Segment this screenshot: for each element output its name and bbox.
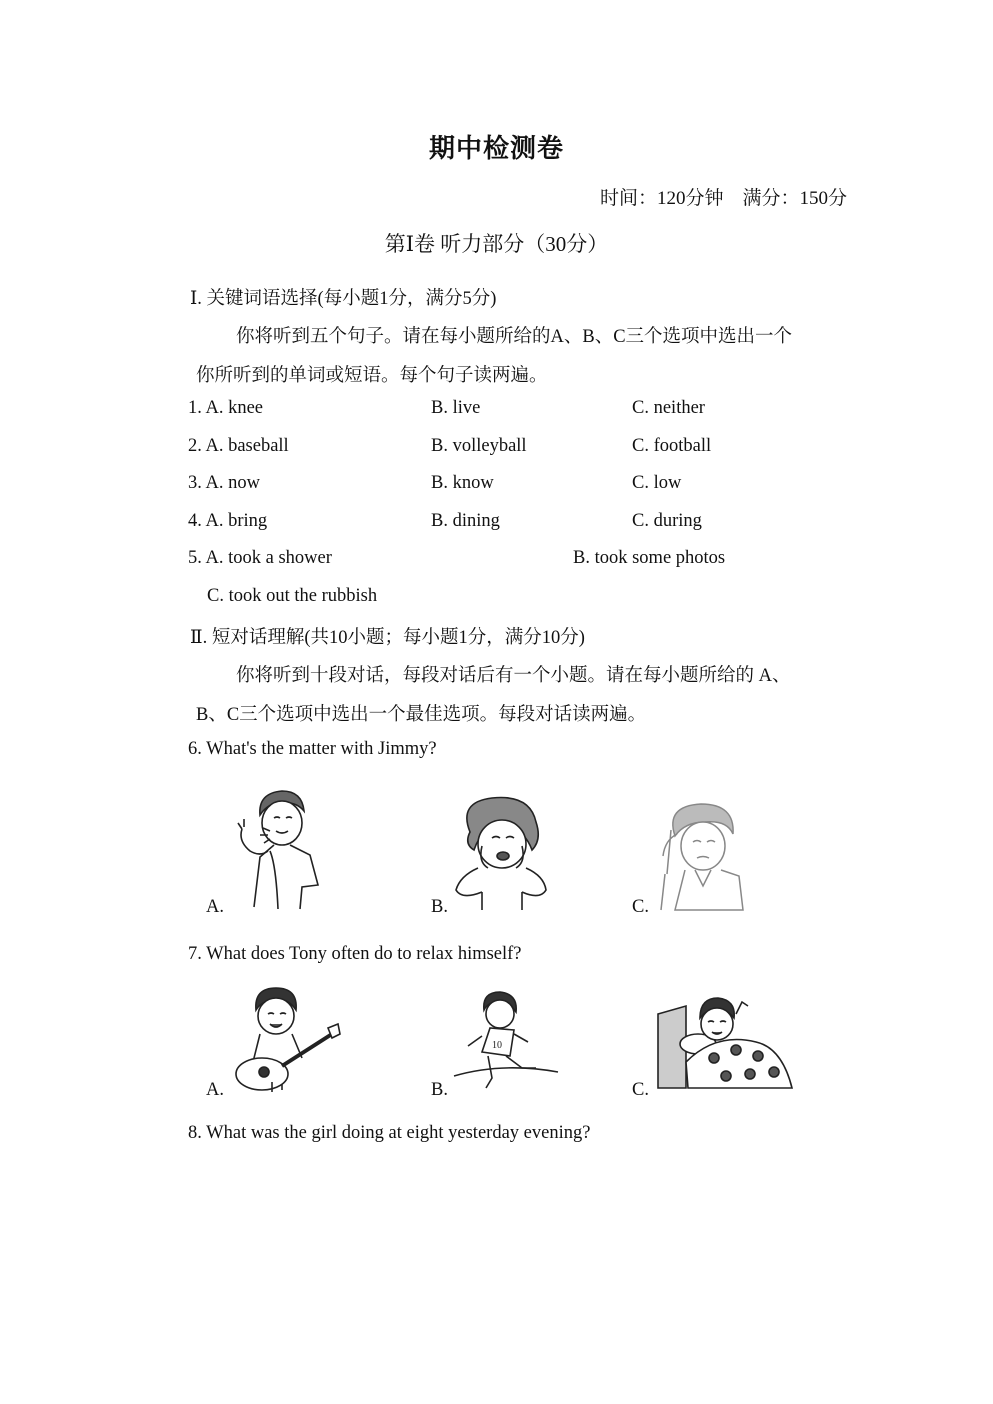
q7-label-b: B. bbox=[431, 1080, 448, 1100]
q4-option-b: B. dining bbox=[431, 511, 500, 531]
question-7: 7. What does Tony often do to relax himself? bbox=[188, 944, 522, 964]
q5-option-b: B. took some photos bbox=[573, 548, 726, 568]
q2-option-a: 2. A. baseball bbox=[188, 436, 289, 456]
section1-heading: Ⅰ. 关键词语选择(每小题1分，满分5分) bbox=[190, 289, 497, 309]
svg-text:10: 10 bbox=[492, 1040, 502, 1051]
q2-option-b: B. volleyball bbox=[431, 436, 527, 456]
section1-instruction-1: 你将听到五个句子。请在每小题所给的A、B、C三个选项中选出一个 bbox=[236, 327, 793, 347]
q3-option-c: C. low bbox=[632, 473, 682, 493]
q6-label-a: A. bbox=[206, 897, 224, 917]
exam-meta: 时间：120分钟 满分：150分 bbox=[599, 188, 847, 209]
q2-option-c: C. football bbox=[632, 436, 712, 456]
q4-option-c: C. during bbox=[632, 511, 702, 531]
q1-option-b: B. live bbox=[431, 398, 481, 418]
section1-instruction-2: 你所听到的单词或短语。每个句子读两遍。 bbox=[196, 366, 548, 386]
q6-image-c bbox=[655, 800, 745, 912]
q6-label-c: C. bbox=[632, 897, 649, 917]
q3-option-a: 3. A. now bbox=[188, 473, 260, 493]
page-title: 期中检测卷 bbox=[428, 134, 564, 163]
q6-label-b: B. bbox=[431, 897, 448, 917]
q7-label-c: C. bbox=[632, 1080, 649, 1100]
q3-option-b: B. know bbox=[431, 473, 494, 493]
q1-option-a: 1. A. knee bbox=[188, 398, 264, 418]
q1-option-c: C. neither bbox=[632, 398, 705, 418]
q7-image-c bbox=[656, 992, 794, 1090]
section2-heading: Ⅱ. 短对话理解(共10小题；每小题1分，满分10分) bbox=[190, 628, 585, 648]
section2-instruction-2: B、C三个选项中选出一个最佳选项。每段对话读两遍。 bbox=[196, 705, 647, 725]
question-6: 6. What's the matter with Jimmy? bbox=[188, 739, 437, 759]
q6-image-b bbox=[452, 792, 550, 912]
q6-image-a bbox=[230, 785, 325, 913]
part-title: 第Ⅰ卷 听力部分（30分） bbox=[384, 232, 609, 256]
q5-option-a: 5. A. took a shower bbox=[188, 548, 332, 568]
section2-instruction-1: 你将听到十段对话，每段对话后有一个小题。请在每小题所给的 A、 bbox=[236, 666, 791, 686]
q4-option-a: 4. A. bring bbox=[188, 511, 268, 531]
q7-label-a: A. bbox=[206, 1080, 224, 1100]
q7-image-b bbox=[452, 990, 560, 1094]
q7-image-a bbox=[232, 986, 342, 1094]
question-8: 8. What was the girl doing at eight yesterday evening? bbox=[188, 1123, 591, 1143]
q5-option-c: C. took out the rubbish bbox=[207, 586, 378, 606]
